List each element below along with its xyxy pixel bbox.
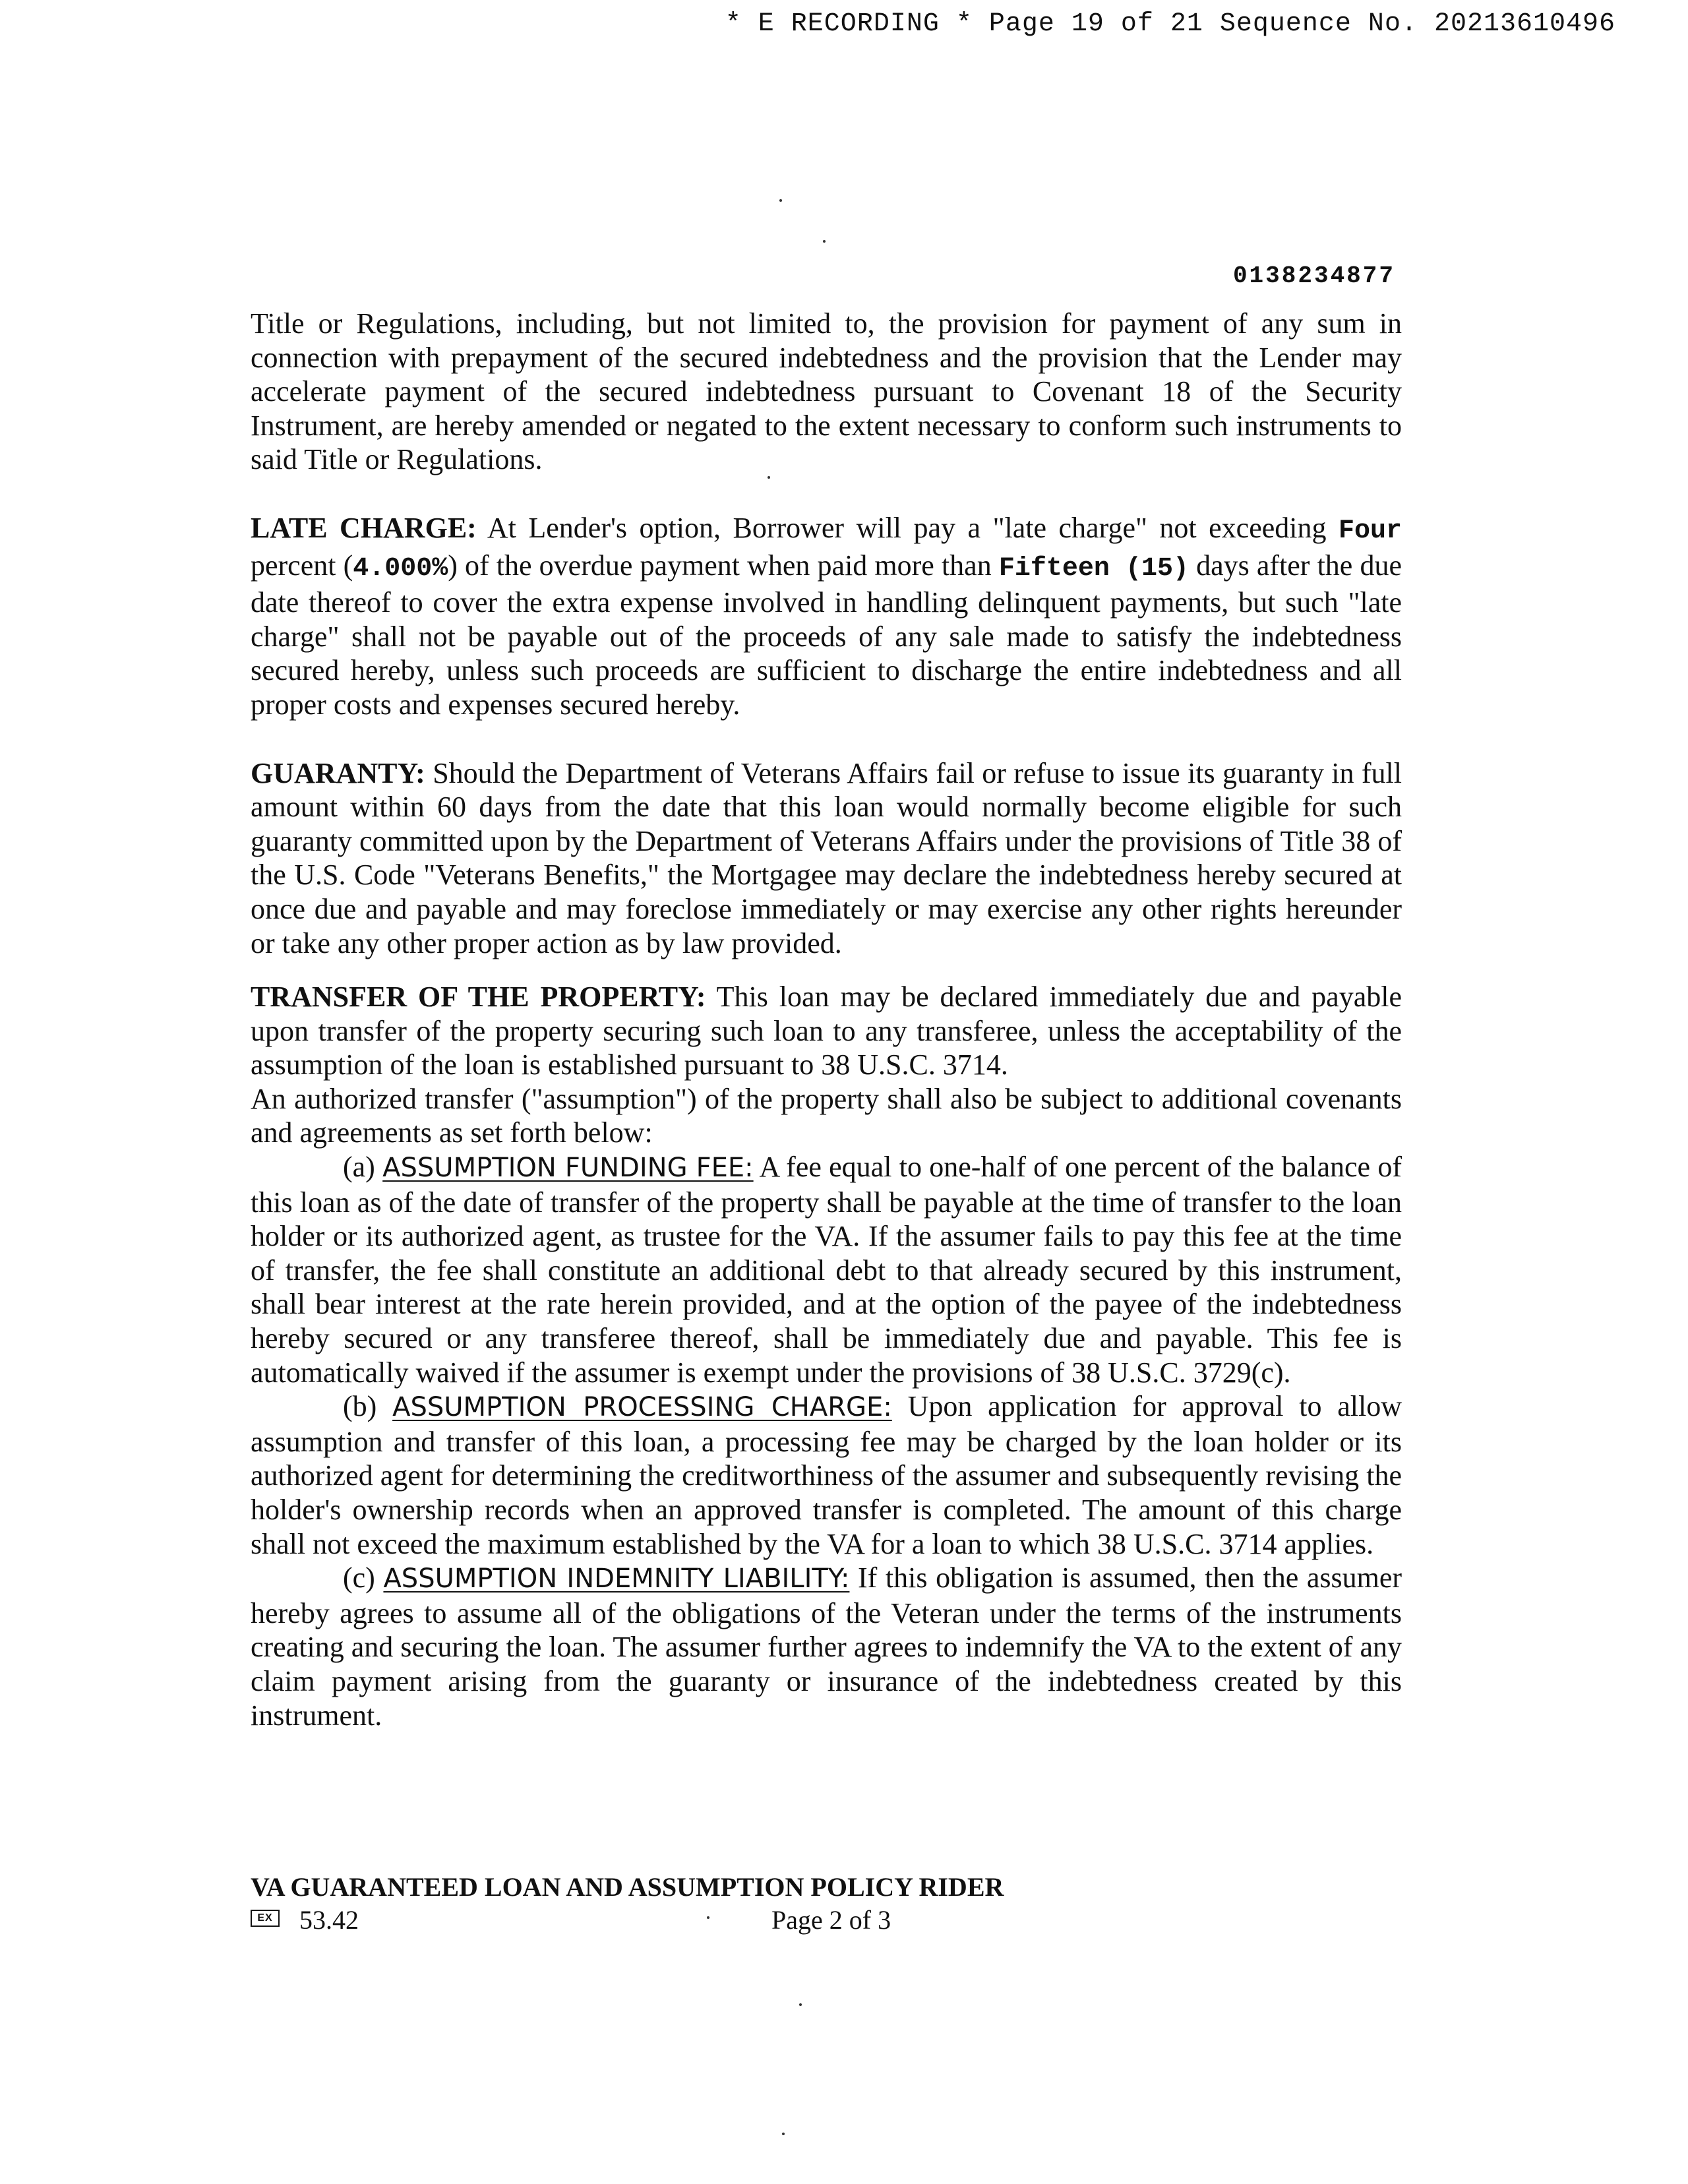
form-number: 53.42 xyxy=(299,1905,359,1935)
late-charge-text-3: ) of the overdue payment when paid more than xyxy=(448,549,999,582)
guaranty-paragraph xyxy=(251,756,1402,961)
rider-title: VA GUARANTEED LOAN AND ASSUMPTION POLICY RIDER xyxy=(251,1872,1004,1902)
authorized-transfer-paragraph xyxy=(251,1082,1402,1150)
intro-text: Title or Regulations, including, but not limited to, the provision for payment of any sum in connection with prepayment of the secured indebtedness and the provision that the Lender may accelerate payment of the secured indebtedness pursuant to Covenant 18 of the Security Instrument, are hereby amended or negated to the extent necessary to conform such instruments to said Title or Regulations. xyxy=(251,307,1402,476)
scan-speck xyxy=(799,2003,802,2006)
clause-b-label: ASSUMPTION PROCESSING CHARGE: xyxy=(392,1392,892,1423)
guaranty-text: Should the Department of Veterans Affairs fail or refuse to issue its guaranty in full amount within 60 days from the date that this loan would normally become eligible for such guaranty committed upon by the Department of Veterans Affairs under the provisions of Title 38 of the U.S. Code "Veterans Benefits," the Mortgagee may declare the indebtedness hereby secured at once due and payable and may foreclose immediately or may exercise any other rights hereunder or take any other proper action as by law provided. xyxy=(251,756,1402,959)
clause-c-text: If this obligation is assumed, then the assumer hereby agrees to assume all of the obligations of the Veteran under the terms of the instruments creating and securing the loan. The assumer further agrees to indemnify the VA to the extent of any claim payment arising from the guaranty or insurance of the indebtedness created by this instrument. xyxy=(251,1562,1402,1732)
clause-b-prefix: (b) xyxy=(343,1390,393,1423)
loan-number: 0138234877 xyxy=(1232,262,1395,289)
form-software-logo-icon: EX xyxy=(251,1910,280,1927)
clause-a-prefix: (a) xyxy=(343,1151,383,1184)
scan-speck xyxy=(782,2133,785,2135)
late-charge-percent-value: 4.000% xyxy=(353,553,448,584)
late-charge-days-word: Fifteen xyxy=(998,553,1110,584)
late-charge-heading: LATE CHARGE: xyxy=(251,511,477,544)
clause-a-label: ASSUMPTION FUNDING FEE: xyxy=(382,1153,754,1184)
footer-row xyxy=(251,1904,910,1937)
clause-c-paragraph xyxy=(251,1561,1402,1732)
late-charge-percent-word: Four xyxy=(1339,516,1402,546)
late-charge-paragraph xyxy=(251,511,1402,722)
clause-b-paragraph xyxy=(251,1389,1402,1561)
transfer-heading: TRANSFER OF THE PROPERTY: xyxy=(251,981,706,1014)
clause-b-text: Upon application for approval to allow assumption and transfer of this loan, a processing fee may be charged by the loan holder or its authorized agent for determining the creditworthiness of the assumer and subsequently revising the holder's ownership records when an approved transfer is completed. The amount of this charge shall not exceed the maximum established by the VA for a loan to which 38 U.S.C. 3714 applies. xyxy=(251,1390,1402,1560)
scan-speck xyxy=(779,199,782,202)
late-charge-days-value: (15) xyxy=(1109,553,1189,584)
guaranty-heading: GUARANTY: xyxy=(251,756,425,789)
authorized-transfer-text: An authorized transfer ("assumption") of the property shall also be subject to additional covenants and agreements as set forth below: xyxy=(251,1082,1402,1149)
clause-a-text: A fee equal to one-half of one percent of the balance of this loan as of the date of transfer of the property shall be payable at the time of transfer to the loan holder or its authorized agent, as trustee for the VA. If the assumer fails to pay this fee at the time of transfer, the fee shall constitute an additional debt to that already secured by this instrument, shall bear interest at the rate herein provided, and at the option of the payee of the indebtedness hereby secured or any transferee thereof, shall be immediately due and payable. This fee is automatically waived if the assumer is exempt under the provisions of 38 U.S.C. 3729(c). xyxy=(251,1151,1402,1389)
late-charge-text-2: percent ( xyxy=(251,549,353,582)
clause-a-paragraph xyxy=(251,1150,1402,1389)
clause-c-prefix: (c) xyxy=(343,1562,384,1594)
clause-c-label: ASSUMPTION INDEMNITY LIABILITY: xyxy=(383,1563,850,1594)
transfer-paragraph xyxy=(251,980,1402,1082)
late-charge-text-1: At Lender's option, Borrower will pay a "late charge" not exceeding xyxy=(476,511,1339,544)
page-number: Page 2 of 3 xyxy=(771,1905,891,1935)
recording-header: * E RECORDING * Page 19 of 21 Sequence No. 20213610496 xyxy=(725,9,1615,39)
rider-body xyxy=(251,307,1402,1732)
intro-paragraph xyxy=(251,307,1402,477)
scan-speck xyxy=(823,240,826,243)
transfer-text: This loan may be declared immediately due and payable upon transfer of the property securing such loan to any transferee, unless the acceptability of the assumption of the loan is established pursuant to 38 U.S.C. 3714. xyxy=(251,981,1402,1081)
late-charge-text-4: days after the due date thereof to cover the extra expense involved in handling delinquent payments, but such "late charge" shall not be payable out of the proceeds of any sale made to satisfy the indebtedness secured hereby, unless such proceeds are sufficient to discharge the entire indebtedness and all proper costs and expenses secured hereby. xyxy=(251,549,1402,721)
